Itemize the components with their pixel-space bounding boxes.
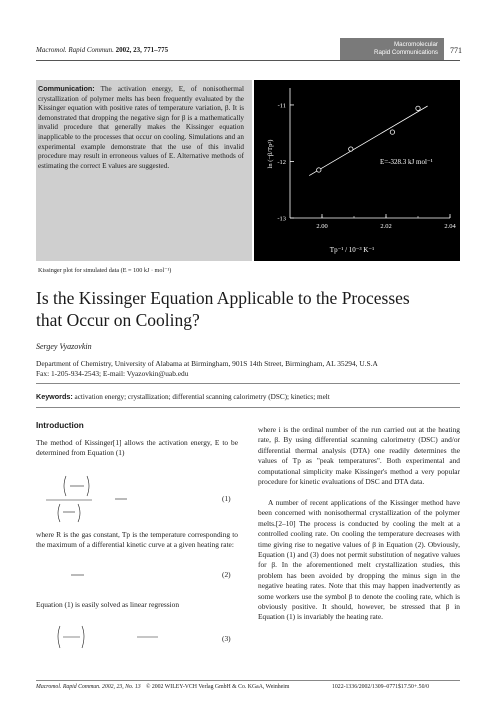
- svg-text:1: 1: [66, 503, 70, 512]
- running-header: [36, 46, 168, 54]
- footer-code: 1022-1336/2002/1309–0771$17.50+.50/0: [332, 684, 429, 690]
- abstract-label: Communication:: [38, 84, 95, 93]
- badge-line-1: Macromolecular: [393, 41, 438, 48]
- article-title: [36, 287, 466, 331]
- y-axis-label: ln (−β/Tp²): [267, 139, 274, 169]
- svg-text:dt: dt: [73, 577, 80, 586]
- title-line-2: that Occur on Cooling?: [36, 310, 200, 330]
- data-point: [390, 130, 394, 134]
- svg-text:i: i: [72, 632, 74, 637]
- svg-text:p,i: p,i: [70, 646, 76, 651]
- svg-text:R: R: [117, 501, 122, 510]
- svg-text:T: T: [64, 514, 69, 523]
- footer-rule: [36, 680, 460, 681]
- svg-text:E: E: [144, 626, 149, 635]
- equation-3: [44, 620, 214, 660]
- keywords-rule-bottom: [36, 407, 460, 408]
- equation-2-number: (2): [222, 570, 231, 579]
- keywords: [36, 392, 460, 401]
- paragraph: where i is the ordinal number of the run carried out at the heating rate, β. By using differential scanning calorimetry (DSC) and/or differential thermal analysis (DTA) one readily determines the values of Tp as "peak temperatures". Both experimental and computational simplicity make Kissinger's method a very popular procedure for kinetic evaluations of DSC and DTA data.: [258, 425, 460, 487]
- y-tick-label: -13: [277, 215, 286, 223]
- svg-text:T: T: [71, 488, 76, 497]
- equation-3-number: (3): [222, 634, 231, 643]
- svg-text:= −: = −: [98, 495, 110, 504]
- footer-citation: Macromol. Rapid Commun. 2002, 23, No. 13: [36, 684, 141, 690]
- svg-text:d: d: [50, 508, 54, 517]
- plot-svg: [254, 80, 460, 261]
- keywords-rule-top: [36, 383, 460, 384]
- svg-text:p,i: p,i: [150, 646, 156, 651]
- abstract-text: [38, 84, 244, 171]
- keywords-label: Keywords:: [36, 392, 73, 401]
- svg-text:E: E: [118, 489, 123, 498]
- journal-name: Macromol. Rapid Commun.: [36, 46, 114, 54]
- paragraph: where R is the gas constant, Tp is the temperature corresponding to the maximum of a differential kinetic curve at a given heating rate:: [36, 530, 238, 550]
- affiliation-line-1: Department of Chemistry, University of Alabama at Birmingham, 901S 14th Street, Birmingham, AL 35294, U.S.A: [36, 359, 378, 368]
- equation-1-number: (1): [222, 494, 231, 503]
- section-heading: Introduction: [36, 421, 84, 430]
- svg-text:RT: RT: [137, 640, 147, 649]
- abstract-body: The activation energy, E, of nonisothermal crystallization of polymer melts has been frequently evaluated by the Kissinger equation with positive rates of temperature variation, β. It is demonstrated that dropping the negative sign for β is a mathematically invalid procedure that generally makes the Kissinger equation inapplicable to the processes that occur on cooling. Simulations and an experimental example demonstrate that the use of this invalid procedure may result in erroneous values of E. Alternative methods of estimating the correct E values are suggested.: [38, 85, 244, 170]
- toc-caption: Kissinger plot for simulated data (E = 100 kJ · mol⁻¹): [38, 267, 172, 274]
- y-tick-label: -11: [277, 102, 286, 110]
- x-tick-label: 2.02: [380, 223, 392, 230]
- paragraph: Equation (1) is easily solved as linear regression: [36, 600, 180, 609]
- chart-annotation: E=-328.3 kJ mol⁻¹: [380, 158, 433, 166]
- equation-1: [44, 468, 240, 526]
- svg-text:=: =: [60, 571, 65, 580]
- badge-line-2: Rapid Communications: [374, 49, 438, 56]
- paragraph: A number of recent applications of the Kissinger method have been concerned with nonisothermal crystallization of the polymer melts.[2–10] The process is conducted by cooling the melt at a controlled cooling rate. On cooling the temperature decreases with time giving rise to negative values of β in Equation (2). Obviously, Equation (1) and (3) does not permit substitution of negative values for β. In the aforementioned melt crystallization studies, this problem has been avoided by dropping the minus sign in the negative heating rates. Note that this may happen inadvertently as some workers use the symbol β to denote the cooling rate, which is obviously positive. It should, however, be stressed that β in Equation (1) is invariably the heating rate.: [258, 498, 460, 622]
- svg-text:= Const −: = Const −: [90, 633, 122, 642]
- kissinger-plot: [254, 80, 460, 261]
- svg-text:β: β: [52, 571, 56, 580]
- x-tick-label: 2.00: [316, 223, 328, 230]
- footer-copyright: © 2002 WILEY-VCH Verlag GmbH & Co. KGaA, Weinheim: [146, 684, 290, 690]
- journal-badge: [340, 38, 444, 60]
- x-axis-label: Tp⁻¹ / 10⁻³ K⁻¹: [329, 246, 375, 254]
- data-point: [349, 147, 353, 151]
- title-line-1: Is the Kissinger Equation Applicable to the Processes: [36, 288, 410, 308]
- paragraph: The method of Kissinger[1] allows the activation energy, E to be determined from Equation (1): [36, 438, 238, 458]
- citation: 2002, 23, 771–775: [115, 46, 169, 54]
- svg-text:2: 2: [77, 488, 80, 493]
- svg-text:dT: dT: [72, 565, 81, 574]
- data-point: [416, 106, 420, 110]
- page-number: 771: [450, 46, 462, 55]
- affiliation-line-2: Fax: 1-205-934-2543; E-mail: Vyazovkin@uab.edu: [36, 368, 189, 378]
- svg-text:p: p: [70, 520, 73, 525]
- data-point: [317, 168, 321, 172]
- svg-text:p: p: [77, 494, 80, 499]
- svg-text:T: T: [64, 640, 69, 649]
- svg-text:d ln: d ln: [46, 483, 59, 492]
- svg-text:β: β: [66, 626, 70, 635]
- author: Sergey Vyazovkin: [36, 342, 92, 351]
- x-tick-label: 2.04: [444, 223, 456, 230]
- equation-2: [50, 562, 130, 588]
- header-rule: [36, 60, 460, 61]
- affiliation: [36, 359, 460, 378]
- svg-text:2: 2: [70, 639, 73, 644]
- svg-text:ln: ln: [46, 633, 53, 642]
- svg-text:β: β: [74, 476, 78, 485]
- y-tick-label: -12: [277, 158, 286, 166]
- keywords-list: activation energy; crystallization; differential scanning calorimetry (DSC); kinetics; melt: [74, 393, 330, 401]
